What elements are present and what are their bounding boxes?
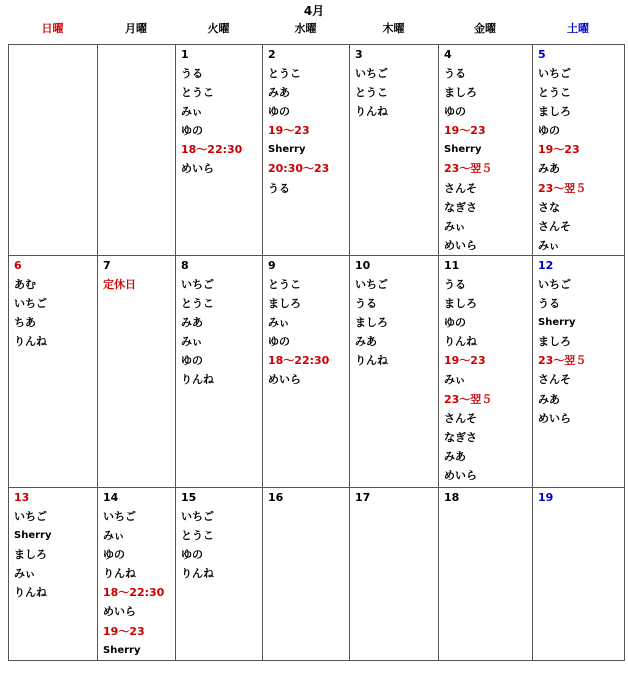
staff-name: りんね [444,335,477,349]
staff-name: ゆの [103,548,125,562]
staff-name: とうこ [181,86,214,100]
staff-name: ましろ [444,297,477,311]
staff-name: みぃ [181,105,203,119]
day-cell-2 [263,45,350,256]
staff-name: Sherry [103,644,141,656]
day-number: 2 [268,48,276,61]
week-row [9,488,625,661]
staff-name: いちご [538,67,571,80]
staff-name: みぃ [444,373,466,387]
staff-name: いちご [181,278,214,291]
day-number: 12 [538,259,554,272]
staff-name: うる [538,297,560,311]
staff-name: Sherry [444,144,482,156]
staff-name: いちご [355,278,388,291]
staff-name: みあ [444,449,466,463]
staff-name: ゆの [181,354,203,368]
staff-name: ゆの [181,124,203,138]
staff-name: ちあ [14,316,36,330]
weekday-header-fri: 金曜 [474,22,496,35]
staff-name: りんね [181,567,214,581]
day-number: 8 [181,259,189,272]
staff-name: さな [538,200,560,214]
month-title: 4月 [303,4,325,18]
staff-name: ゆの [538,124,560,138]
empty-day-cell [98,45,176,256]
staff-name: あむ [14,278,36,291]
staff-name: ましろ [268,297,301,311]
shift-time: 23〜翌５ [538,181,587,195]
day-cell-3 [350,45,439,256]
shift-time: 23〜翌５ [538,354,587,368]
day-number: 18 [444,491,460,504]
day-cell-18 [439,488,533,661]
staff-name: うる [444,67,466,80]
weekday-header-wed: 水曜 [294,22,317,35]
staff-name: りんね [355,354,388,368]
staff-name: とうこ [268,67,301,80]
day-number: 19 [538,491,554,504]
staff-name: さんそ [538,219,571,233]
day-cell-9 [263,256,350,488]
staff-name: いちご [538,278,571,291]
shift-time: 18〜22:30 [181,143,243,157]
staff-name: Sherry [538,317,576,329]
staff-name: うる [268,181,290,195]
staff-name: とうこ [181,529,214,543]
staff-name: Sherry [268,144,306,156]
day-number: 4 [444,48,452,61]
day-cell-17 [350,488,439,661]
staff-name: さんそ [444,411,477,425]
day-number: 13 [14,491,30,504]
day-number: 1 [181,48,189,61]
week-row [9,256,625,488]
staff-name: とうこ [538,86,571,100]
staff-name: ゆの [268,335,290,349]
staff-name: みぃ [181,335,203,349]
staff-name: みあ [538,162,560,176]
staff-name: ましろ [355,316,388,330]
day-number: 11 [444,259,460,272]
weekday-header-sun: 日曜 [41,22,64,35]
day-cell-19 [533,488,625,661]
staff-name: うる [355,297,377,311]
staff-name: みぃ [444,219,466,233]
staff-name: りんね [355,105,388,119]
staff-name: いちご [14,510,47,523]
staff-name: めいら [268,373,301,387]
staff-name: とうこ [268,278,301,291]
staff-name: うる [181,67,203,80]
staff-name: りんね [14,335,47,349]
staff-name: みあ [268,86,290,100]
staff-name: Sherry [14,530,52,542]
day-cell-7 [98,256,176,488]
staff-name: みぃ [538,238,560,252]
day-cell-8 [176,256,263,488]
day-cell-12 [533,256,625,488]
staff-name: りんね [181,373,214,387]
staff-name: みあ [538,392,560,406]
staff-name: みあ [181,316,203,330]
shift-time: 19〜23 [538,143,580,157]
shift-time: 19〜23 [103,624,145,638]
weekday-header-mon: 月曜 [125,22,147,35]
day-number: 3 [355,48,363,61]
day-number: 15 [181,491,197,504]
shift-time: 23〜翌５ [444,162,493,176]
empty-day-cell [9,45,98,256]
shift-time: 定休日 [103,278,136,291]
calendar-grid [8,44,625,661]
staff-name: ましろ [538,105,571,119]
day-number: 5 [538,48,546,61]
weekday-header-row [8,18,624,42]
day-number: 7 [103,259,111,272]
weekday-header-thu: 木曜 [382,22,405,35]
shift-time: 18〜22:30 [268,354,330,368]
shift-time: 23〜翌５ [444,392,493,406]
day-number: 17 [355,491,371,504]
shift-time: 19〜23 [444,124,486,138]
shift-time: 20:30〜23 [268,162,330,176]
staff-name: うる [444,278,466,291]
day-cell-1 [176,45,263,256]
staff-name: めいら [444,238,477,252]
weekday-header-tue: 火曜 [207,22,230,35]
day-number: 9 [268,259,276,272]
staff-name: めいら [444,468,477,482]
staff-name: みぃ [103,529,125,543]
staff-name: みぃ [14,567,36,581]
day-cell-14 [98,488,176,661]
staff-name: ゆの [268,105,290,119]
day-cell-16 [263,488,350,661]
staff-name: なぎさ [444,200,477,214]
staff-name: ゆの [181,548,203,562]
staff-name: なぎさ [444,430,477,444]
shift-time: 19〜23 [444,354,486,368]
day-cell-4 [439,45,533,256]
day-cell-13 [9,488,98,661]
staff-name: ましろ [444,86,477,100]
staff-name: ましろ [538,335,571,349]
weekday-header-sat: 土曜 [567,22,589,35]
staff-name: とうこ [355,86,388,100]
shift-time: 18〜22:30 [103,586,165,600]
staff-name: とうこ [181,297,214,311]
day-cell-15 [176,488,263,661]
staff-name: いちご [103,510,136,523]
staff-name: ゆの [444,105,466,119]
staff-name: みぃ [268,316,290,330]
staff-name: ゆの [444,316,466,330]
staff-name: りんね [14,586,47,600]
day-number: 16 [268,491,284,504]
day-number: 6 [14,259,22,272]
day-cell-10 [350,256,439,488]
staff-name: りんね [103,567,136,581]
staff-name: めいら [538,411,571,425]
staff-name: めいら [181,162,214,176]
staff-name: ましろ [14,548,47,562]
staff-name: いちご [181,510,214,523]
week-row [9,45,625,256]
staff-name: めいら [103,605,136,619]
day-cell-11 [439,256,533,488]
staff-name: さんそ [538,373,571,387]
staff-name: いちご [14,297,47,311]
staff-name: いちご [355,67,388,80]
day-cell-5 [533,45,625,256]
day-number: 10 [355,259,371,272]
staff-name: みあ [355,335,377,349]
shift-time: 19〜23 [268,124,310,138]
day-number: 14 [103,491,119,504]
staff-name: さんそ [444,181,477,195]
day-cell-6 [9,256,98,488]
